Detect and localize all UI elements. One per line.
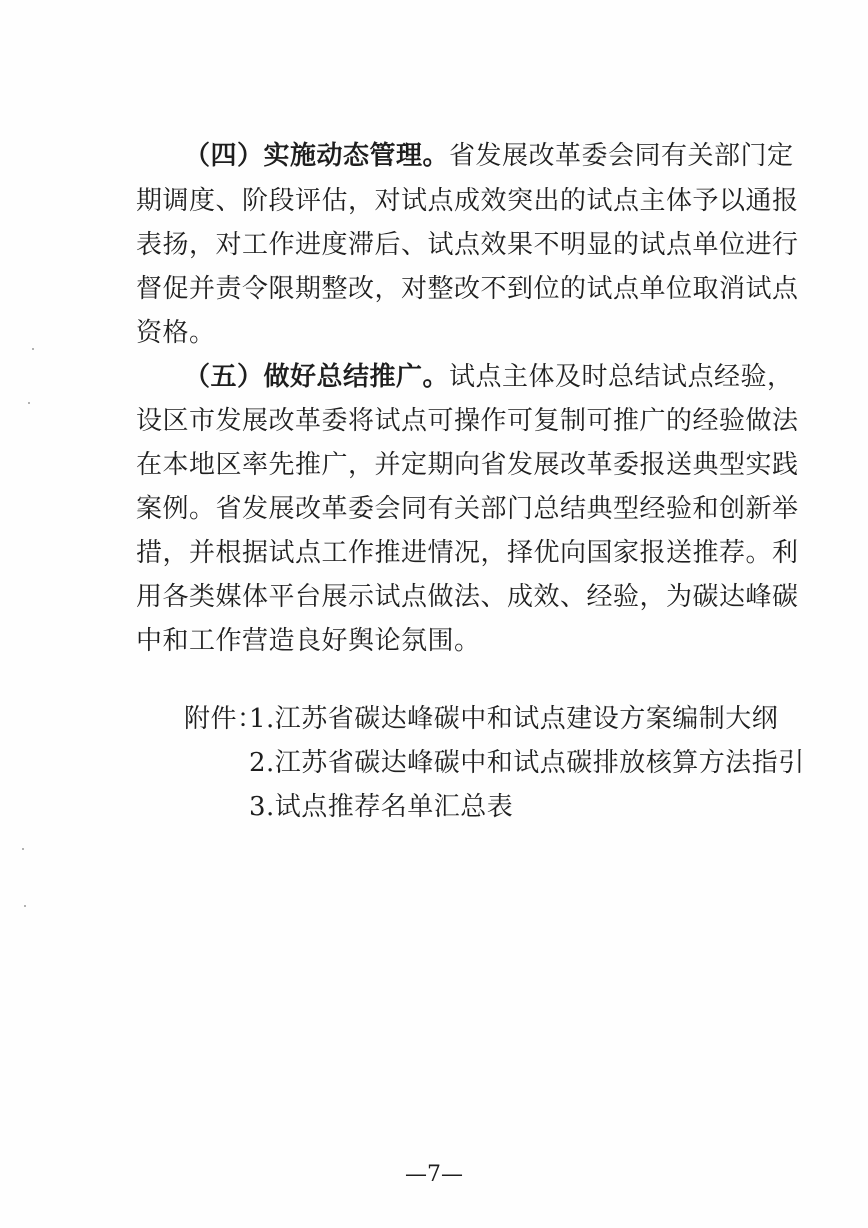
section-four-line-5: 资格。 (136, 318, 216, 348)
page-number: —7— (405, 1162, 463, 1187)
section-five-heading: （五）做好总结推广。 (184, 362, 450, 392)
attachment-item-1: 1.江苏省碳达峰碳中和试点建设方案编制大纲 (249, 704, 779, 734)
section-five-line-3: 在本地区率先推广，并定期向省发展改革委报送典型实践 (136, 450, 799, 480)
section-four-heading: （四）实施动态管理。 (184, 141, 450, 171)
section-five-line-2: 设区市发展改革委将试点可操作可复制可推广的经验做法 (136, 406, 799, 436)
section-five-line-4: 案例。省发展改革委会同有关部门总结典型经验和创新举 (136, 494, 799, 524)
attachment-item-3: 3.试点推荐名单汇总表 (249, 792, 514, 822)
attachment-label: 附件： (184, 704, 264, 734)
section-five-line-7: 中和工作营造良好舆论氛围。 (136, 626, 481, 656)
scan-speck (32, 348, 34, 350)
section-four-line-4: 督促并责令限期整改，对整改不到位的试点单位取消试点 (136, 274, 799, 304)
attachment-item-2: 2.江苏省碳达峰碳中和试点碳排放核算方法指引 (249, 748, 805, 778)
section-four-line-1-text: 省发展改革委会同有关部门定 (449, 141, 794, 171)
section-four-line-2: 期调度、阶段评估，对试点成效突出的试点主体予以通报 (136, 186, 799, 216)
scan-speck (28, 402, 30, 404)
section-four-line-1 (184, 141, 794, 171)
scan-speck (24, 905, 26, 907)
section-five-line-5: 措，并根据试点工作推进情况，择优向国家报送推荐。利 (136, 538, 799, 568)
scan-speck (22, 848, 24, 850)
section-five-line-1 (184, 362, 794, 392)
section-four-line-3: 表扬，对工作进度滞后、试点效果不明显的试点单位进行 (136, 230, 799, 260)
section-five-line-1-text: 试点主体及时总结试点经验， (449, 362, 794, 392)
section-five-line-6: 用各类媒体平台展示试点做法、成效、经验，为碳达峰碳 (136, 582, 799, 612)
